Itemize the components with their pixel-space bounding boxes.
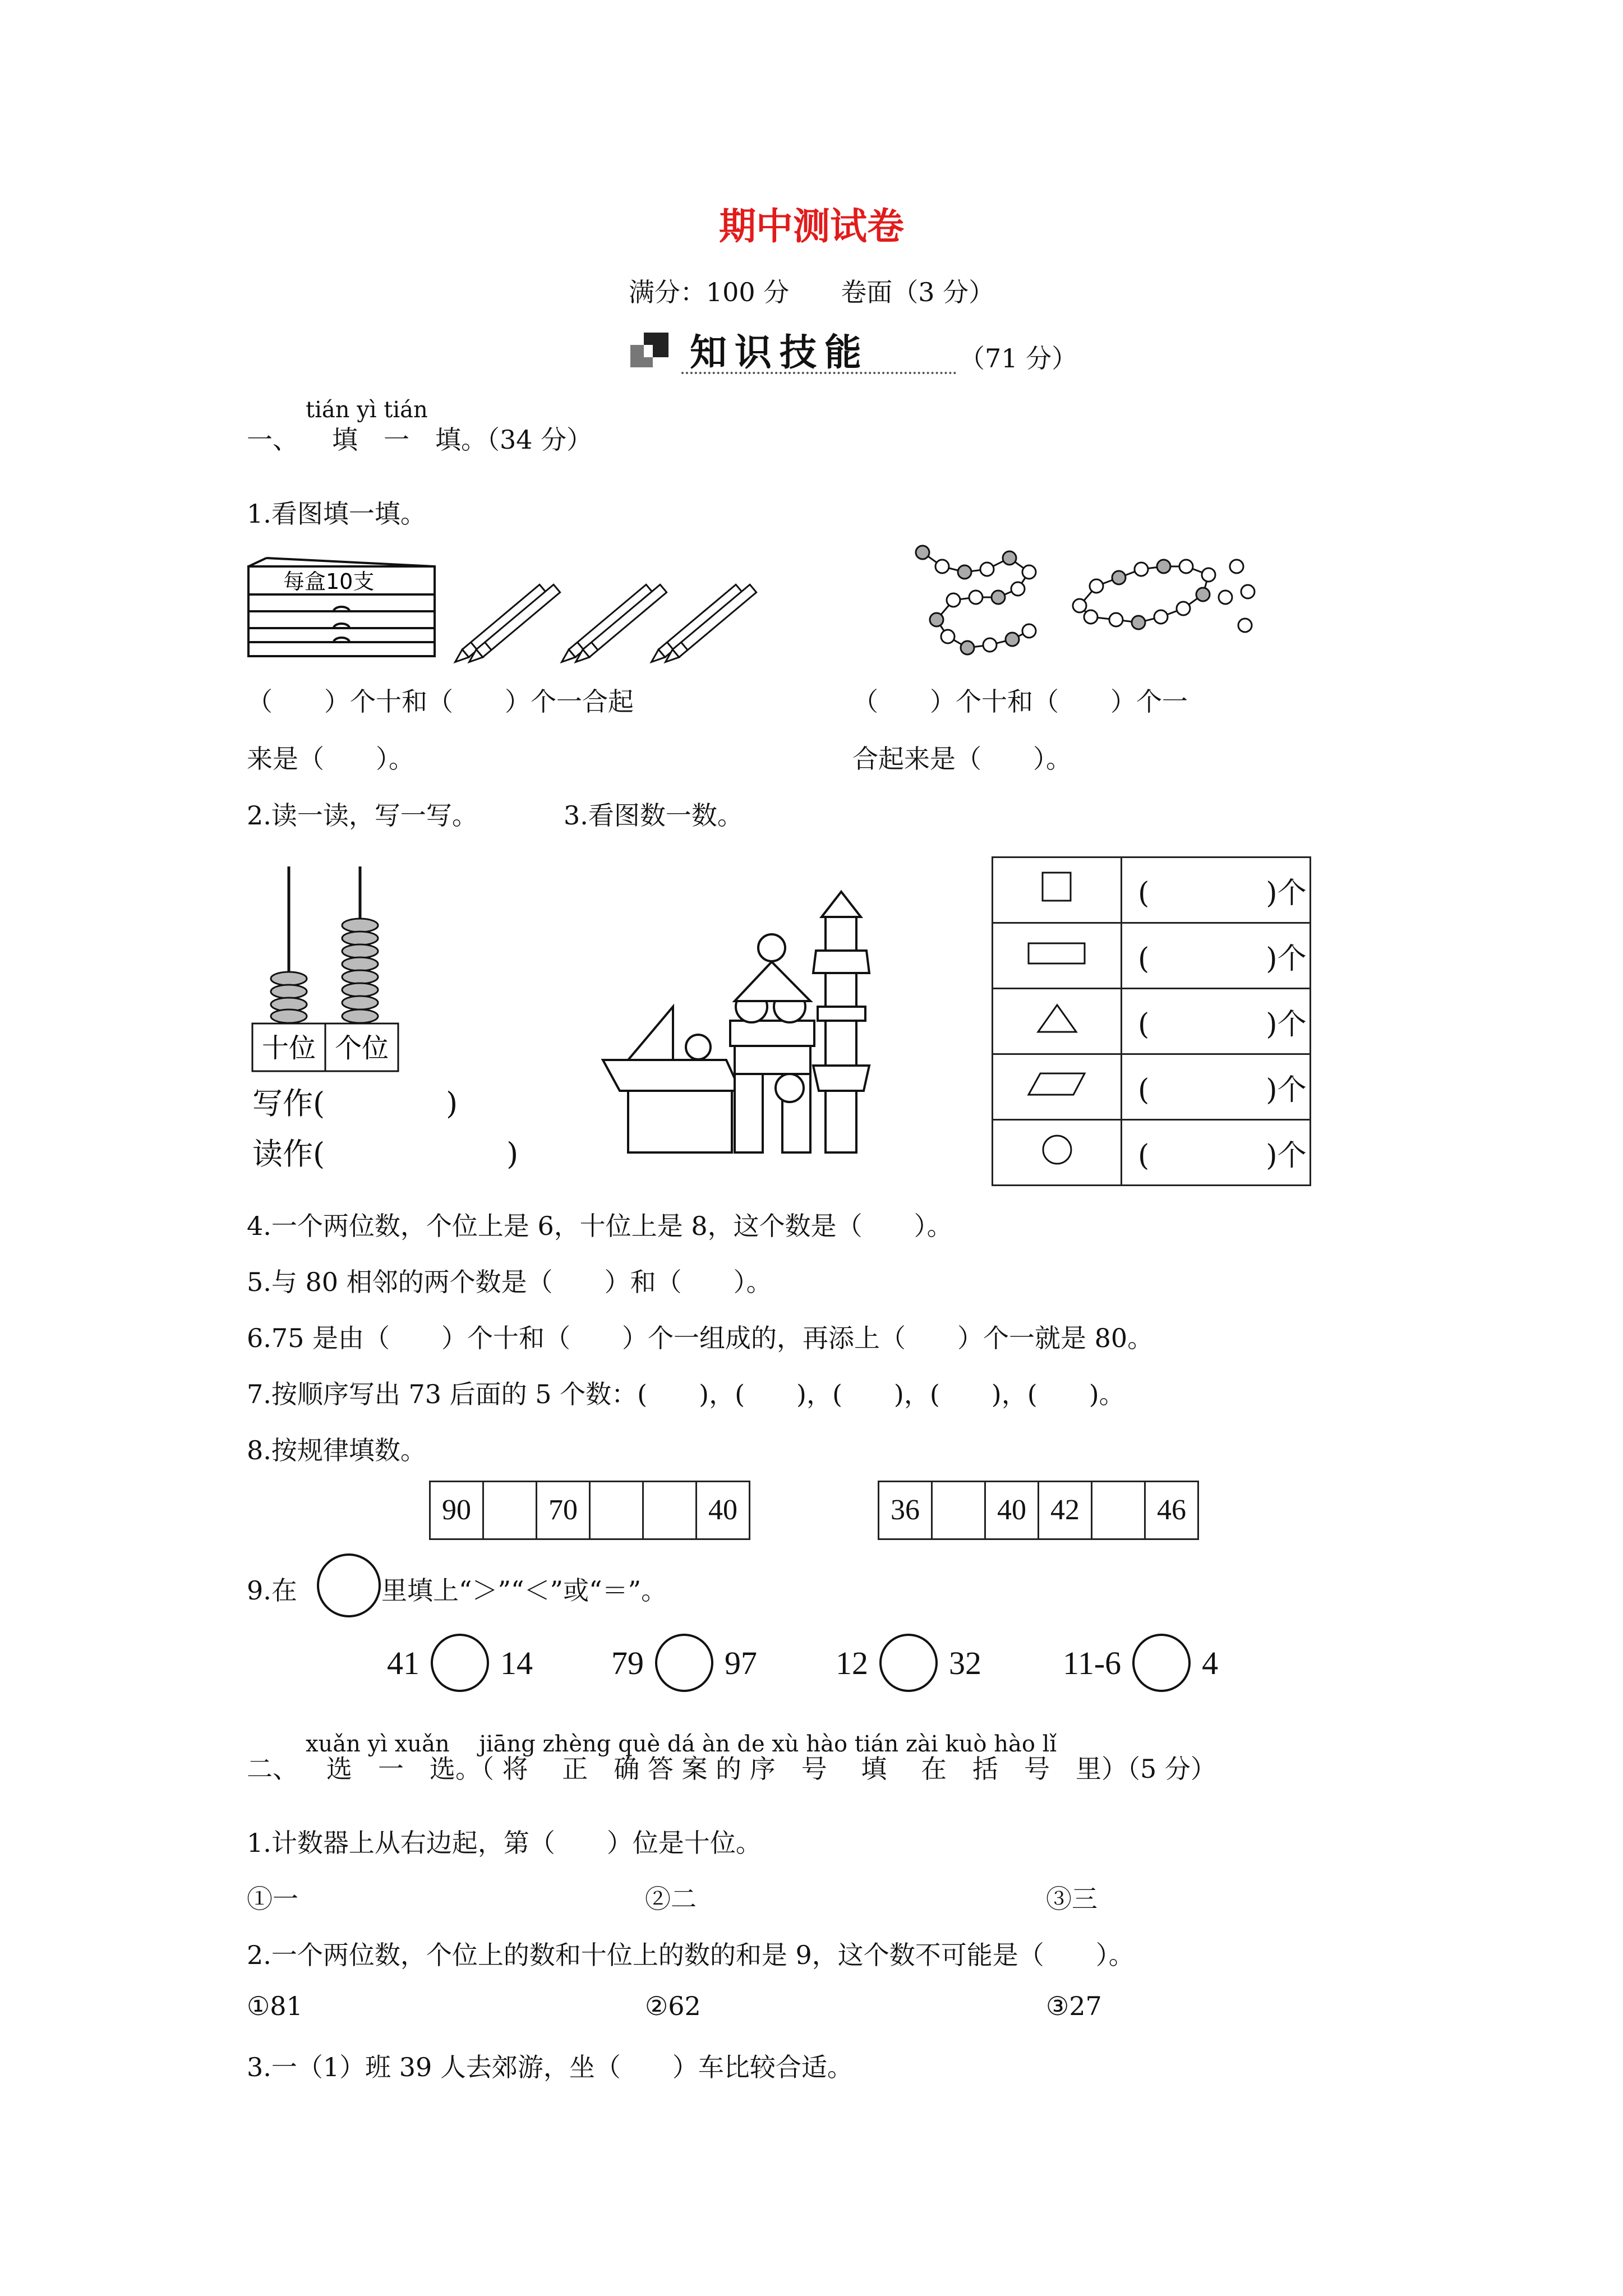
compare-left: 12	[836, 1644, 868, 1681]
compare-left: 11-6	[1063, 1644, 1122, 1681]
compare-left: 79	[611, 1644, 644, 1681]
table-row	[993, 1120, 1311, 1186]
square-icon	[1040, 870, 1074, 904]
q2-read: 读作( )	[252, 1136, 519, 1172]
section-underline	[681, 372, 956, 374]
part2-pinyin: xuǎn yì xuǎn jiāng zhèng què dá àn de xù hào tián zài kuò hào lǐ	[306, 1731, 1057, 1757]
table-row	[993, 923, 1311, 989]
sequence-blank[interactable]	[484, 1482, 537, 1538]
q5-text: 5.与 80 相邻的两个数是（ ）和（ ）。	[247, 1267, 772, 1297]
part2-heading	[247, 1749, 1216, 1786]
compare-left: 41	[387, 1644, 419, 1681]
compare-circle[interactable]	[431, 1634, 489, 1692]
part1-pinyin: tián yì tián	[306, 397, 428, 423]
box-label: 每盒10支	[283, 569, 375, 594]
sequence-blank[interactable]	[591, 1482, 644, 1538]
page-title: 期中测试卷	[719, 204, 904, 248]
section-score: （71 分）	[959, 343, 1078, 374]
mc2-question: 2.一个两位数，个位上的数和十位上的数的和是 9，这个数不可能是（ ）。	[247, 1940, 1135, 1970]
mc1-option-3[interactable]: ③三	[1046, 1884, 1098, 1914]
rectangle-icon	[1026, 939, 1088, 967]
circle-count[interactable]: ( )个	[1122, 1120, 1311, 1186]
pencil-box-figure	[244, 555, 782, 667]
sequence-cell: 42	[1039, 1482, 1092, 1538]
sequence-cell: 90	[431, 1482, 484, 1538]
part2-title: 选 一 选。（ 将 正 确 答 案 的 序 号 填 在 括 号 里）（5 分）	[326, 1754, 1216, 1784]
rectangle-count[interactable]: ( )个	[1122, 923, 1311, 989]
ones-label: 个位	[334, 1032, 389, 1064]
mc1-question: 1.计数器上从右边起，第（ ）位是十位。	[247, 1828, 762, 1858]
square-count[interactable]: ( )个	[1122, 857, 1311, 923]
mc3-question: 3.一（1）班 39 人去郊游，坐（ ）车比较合适。	[247, 2052, 853, 2082]
q1-right-line1: （ ）个十和（ ）个一	[852, 686, 1188, 717]
example-circle-icon	[317, 1553, 381, 1617]
sequence-cell: 70	[537, 1482, 591, 1538]
parallelogram-icon	[1026, 1070, 1088, 1098]
triangle-count[interactable]: ( )个	[1122, 989, 1311, 1054]
sequence-cell: 46	[1157, 1494, 1186, 1526]
sequence-box-1	[429, 1481, 750, 1540]
q9-suffix: 里填上“＞”“＜”或“＝”。	[381, 1575, 667, 1606]
mc2-option-1[interactable]: ①81	[247, 1991, 303, 2021]
q1-left-line1: （ ）个十和（ ）个一合起	[247, 686, 634, 717]
sequence-cell: 40	[986, 1482, 1039, 1538]
q1-text: 1.看图填一填。	[247, 499, 426, 529]
table-row	[993, 989, 1311, 1054]
q8-text: 8.按规律填数。	[247, 1435, 426, 1465]
tens-label: 十位	[261, 1032, 316, 1064]
shape-count-table	[992, 856, 1311, 1186]
abacus-figure	[250, 864, 401, 1077]
q1-right-line2: 合起来是（ ）。	[852, 744, 1072, 774]
table-row	[993, 857, 1311, 923]
q1-left-line2: 来是（ ）。	[247, 744, 414, 774]
part1-number: 一、	[247, 425, 298, 455]
sequence-blank[interactable]	[1092, 1482, 1146, 1538]
compare-item	[387, 1629, 533, 1696]
sequence-cell: 36	[879, 1482, 933, 1538]
compare-circle[interactable]	[1132, 1634, 1191, 1692]
q7-text: 7.按顺序写出 73 后面的 5 个数：( )，( )，( )，( )，( )。	[247, 1379, 1125, 1409]
q4-text: 4.一个两位数，个位上是 6，十位上是 8，这个数是（ ）。	[247, 1211, 953, 1241]
parallelogram-count[interactable]: ( )个	[1122, 1054, 1311, 1120]
compare-right: 14	[500, 1644, 533, 1681]
sequence-blank[interactable]	[933, 1482, 986, 1538]
mc2-option-3[interactable]: ③27	[1046, 1991, 1102, 2021]
compare-right: 32	[949, 1644, 981, 1681]
score-info: 满分：100 分 卷面（3 分）	[628, 277, 995, 307]
bead-strings-figure	[911, 541, 1259, 665]
triangle-icon	[1035, 1002, 1080, 1035]
q6-text: 6.75 是由（ ）个十和（ ）个一组成的，再添上（ ）个一就是 80。	[247, 1323, 1154, 1353]
section-badge-icon	[628, 330, 673, 370]
q2-write: 写作( )	[252, 1086, 458, 1121]
compare-item	[836, 1629, 981, 1696]
part1-heading	[247, 419, 592, 457]
q2-text: 2.读一读，写一写。	[247, 800, 478, 831]
part1-score: 。（34 分）	[461, 425, 593, 455]
part1-title: 填 一 填	[332, 425, 461, 455]
block-building-figure	[600, 880, 937, 1155]
compare-right: 4	[1202, 1644, 1219, 1681]
compare-circle[interactable]	[879, 1634, 938, 1692]
sequence-blank[interactable]	[644, 1482, 697, 1538]
table-row	[993, 1054, 1311, 1120]
q9-prefix: 9.在	[247, 1575, 297, 1606]
sequence-cell: 40	[708, 1494, 737, 1526]
section-header	[628, 322, 1078, 374]
section-label: 知识技能	[690, 331, 869, 374]
mc1-option-2[interactable]: ②二	[645, 1884, 697, 1914]
sequence-box-2	[878, 1481, 1199, 1540]
compare-item	[1063, 1629, 1218, 1696]
q3-text: 3.看图数一数。	[564, 800, 743, 831]
part2-number: 二、	[247, 1754, 298, 1784]
circle-icon	[1040, 1133, 1074, 1167]
mc1-option-1[interactable]: ①一	[247, 1884, 298, 1914]
compare-right: 97	[725, 1644, 757, 1681]
compare-circle[interactable]	[655, 1634, 713, 1692]
mc2-option-2[interactable]: ②62	[645, 1991, 701, 2021]
compare-item	[611, 1629, 757, 1696]
